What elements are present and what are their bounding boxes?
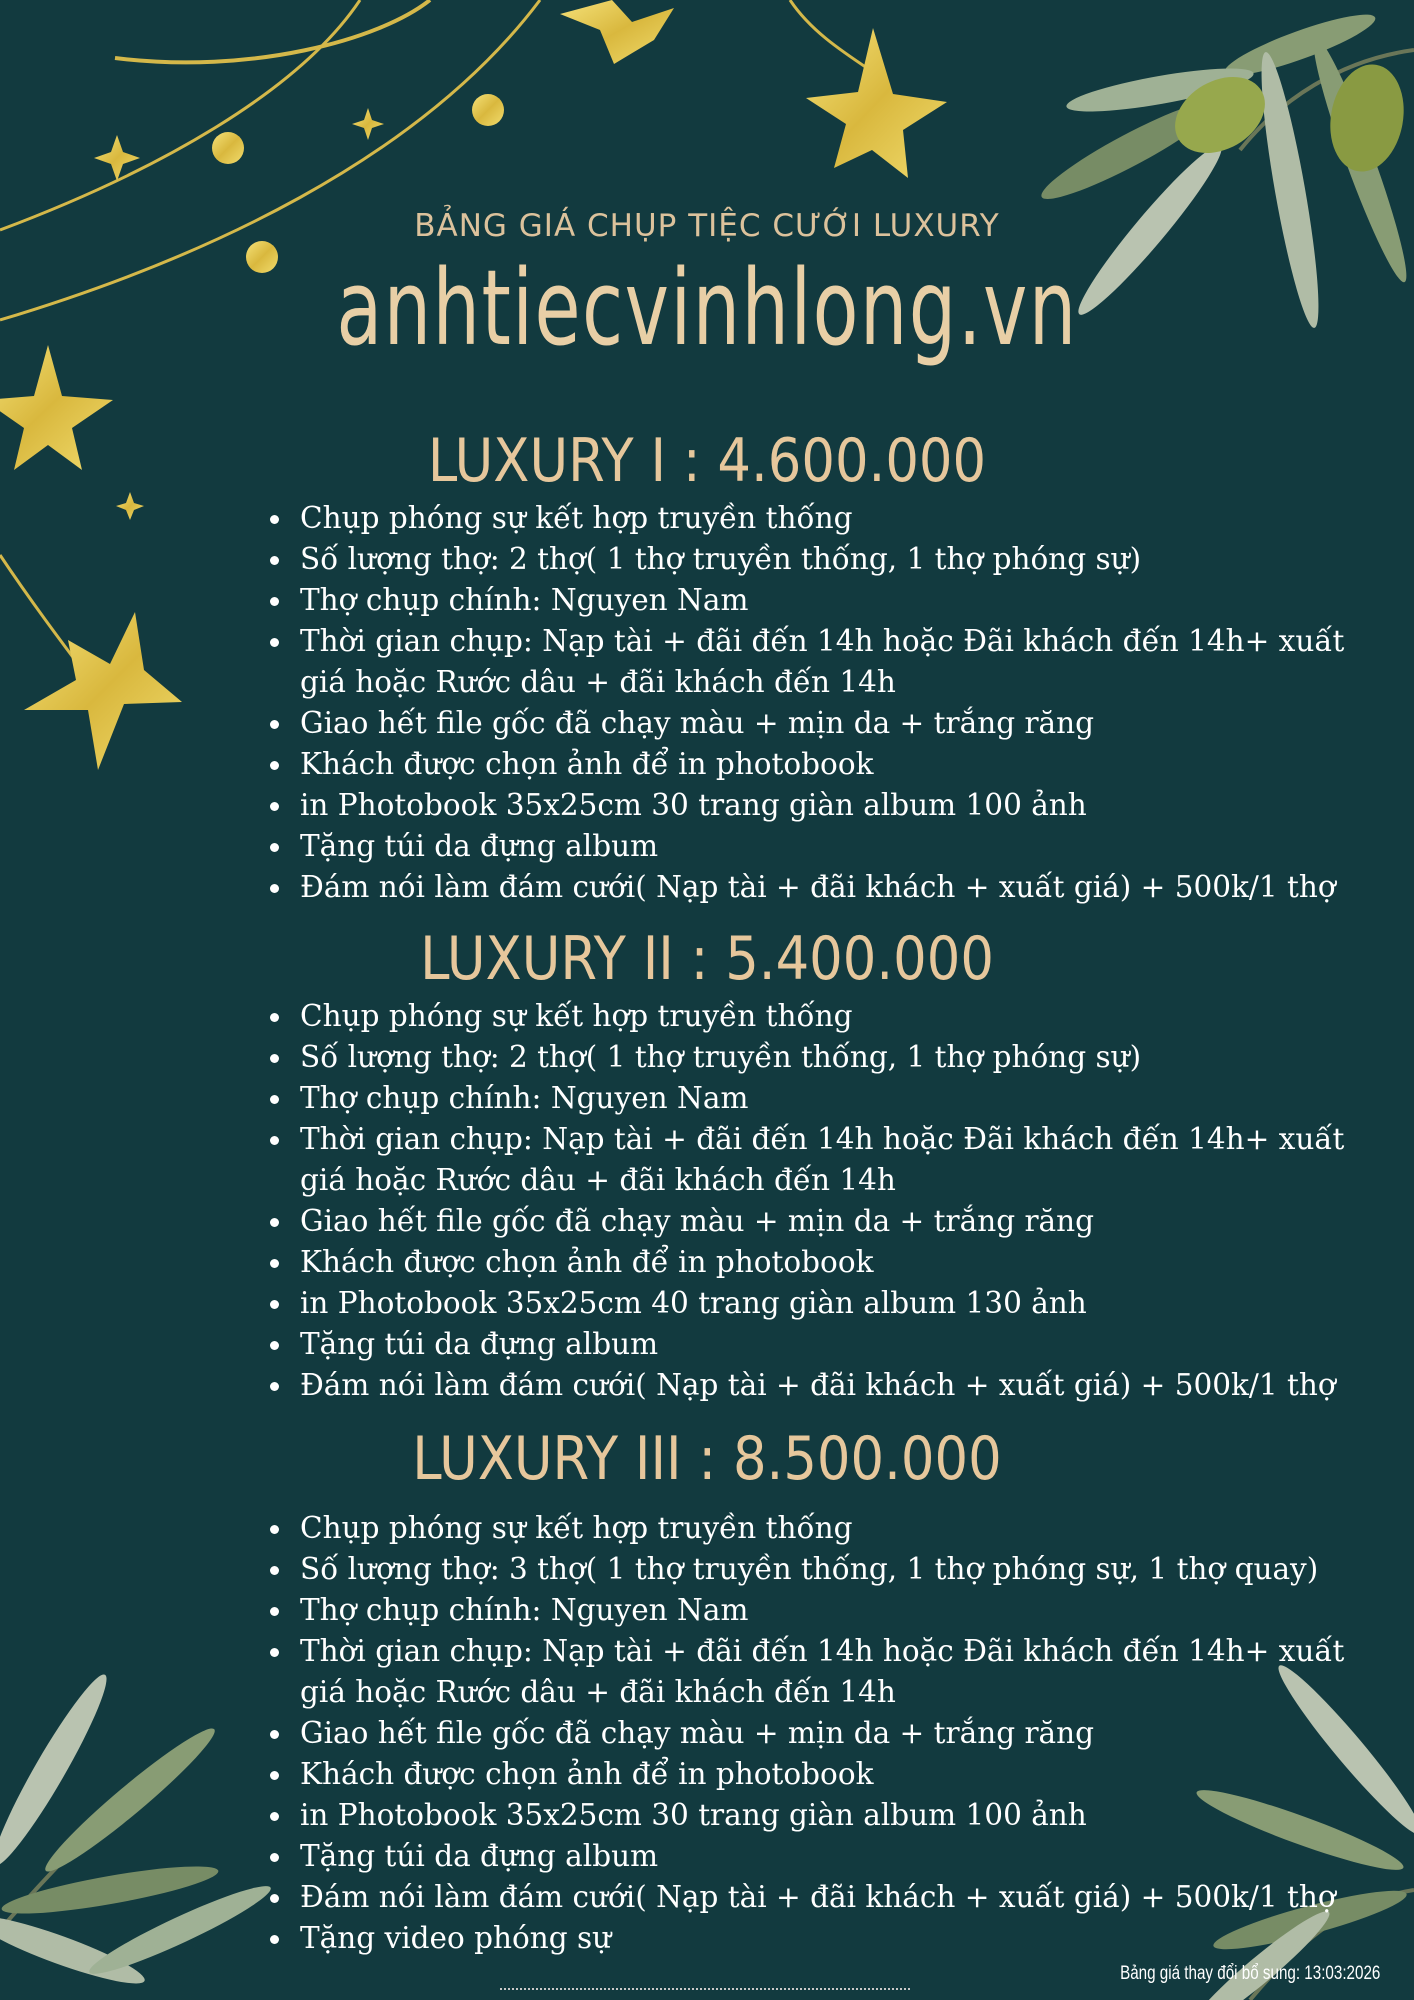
feature-item: Số lượng thợ: 2 thợ( 1 thợ truyền thống, 1 thợ phóng sự) [300,539,1414,580]
feature-item: Thời gian chụp: Nạp tài + đãi đến 14h hoặc Đãi khách đến 14h+ xuất giá hoặc Rước dâu + đãi khách đến 14h [300,1119,1414,1201]
package-title-luxury-2: LUXURY II : 5.400.000 [420,924,994,994]
gold-arc-1 [115,0,430,62]
feature-item: Thợ chụp chính: Nguyen Nam [300,1590,1414,1631]
feature-item: Thời gian chụp: Nạp tài + đãi đến 14h hoặc Đãi khách đến 14h+ xuất giá hoặc Rước dâu + đãi khách đến 14h [300,621,1414,703]
gold-star [806,28,947,178]
feature-item: Chụp phóng sự kết hợp truyền thống [300,498,1414,539]
feature-item: Giao hết file gốc đã chạy màu + mịn da + trắng răng [300,703,1414,744]
feature-item: Khách được chọn ảnh để in photobook [300,1754,1414,1795]
feature-item: Giao hết file gốc đã chạy màu + mịn da + trắng răng [300,1713,1414,1754]
footer-divider [500,1988,910,1990]
feature-item: in Photobook 35x25cm 30 trang giàn album 100 ảnh [300,1795,1414,1836]
package-features-luxury-2 [0,996,1414,1406]
feature-item: Thời gian chụp: Nạp tài + đãi đến 14h hoặc Đãi khách đến 14h+ xuất giá hoặc Rước dâu + đãi khách đến 14h [300,1631,1414,1713]
price-update-note: Bảng giá thay đổi bổ sung: 13:03:2026 [1119,1963,1380,1984]
feature-item: Thợ chụp chính: Nguyen Nam [300,580,1414,621]
feature-item: in Photobook 35x25cm 40 trang giàn album 130 ảnh [300,1283,1414,1324]
feature-item: in Photobook 35x25cm 30 trang giàn album 100 ảnh [300,785,1414,826]
feature-item: Thợ chụp chính: Nguyen Nam [300,1078,1414,1119]
page-subtitle: BẢNG GIÁ CHỤP TIỆC CƯỚI LUXURY [414,208,1000,244]
package-title-luxury-3: LUXURY III : 8.500.000 [412,1424,1002,1494]
package-features-luxury-3 [0,1508,1414,1959]
sparkle-icon [352,108,384,140]
gold-bead [472,94,504,126]
feature-item: Giao hết file gốc đã chạy màu + mịn da + trắng răng [300,1201,1414,1242]
feature-item: Số lượng thợ: 3 thợ( 1 thợ truyền thống, 1 thợ phóng sự, 1 thợ quay) [300,1549,1414,1590]
feature-item: Đám nói làm đám cưới( Nạp tài + đãi khách + xuất giá) + 500k/1 thợ [300,1365,1414,1406]
gold-arc-4 [790,0,870,70]
feature-item: Chụp phóng sự kết hợp truyền thống [300,996,1414,1037]
gold-bead [212,132,244,164]
package-title-luxury-1: LUXURY I : 4.600.000 [427,426,987,496]
feature-item: Tặng túi da đựng album [300,1836,1414,1877]
feature-item: Khách được chọn ảnh để in photobook [300,744,1414,785]
feature-item: Khách được chọn ảnh để in photobook [300,1242,1414,1283]
feature-item: Đám nói làm đám cưới( Nạp tài + đãi khách + xuất giá) + 500k/1 thợ [300,1877,1414,1918]
feature-item: Chụp phóng sự kết hợp truyền thống [300,1508,1414,1549]
feature-item: Tặng túi da đựng album [300,1324,1414,1365]
gold-star [560,0,674,64]
brand-logo-text: anhtiecvinhlong.vn [336,247,1078,369]
package-features-luxury-1 [0,498,1414,908]
feature-item: Đám nói làm đám cưới( Nạp tài + đãi khách + xuất giá) + 500k/1 thợ [300,867,1414,908]
feature-item: Tặng túi da đựng album [300,826,1414,867]
feature-item: Tặng video phóng sự [300,1918,1414,1959]
feature-item: Số lượng thợ: 2 thợ( 1 thợ truyền thống, 1 thợ phóng sự) [300,1037,1414,1078]
